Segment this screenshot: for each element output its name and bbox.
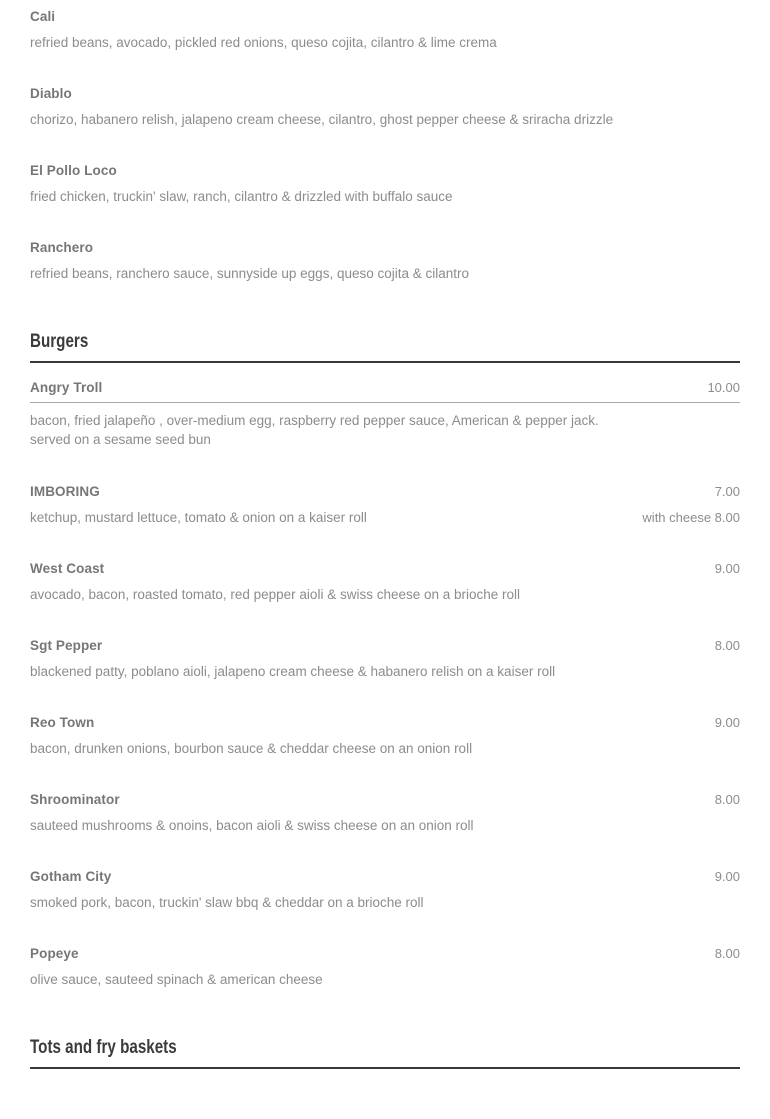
menu-item-reo-town [30, 713, 740, 758]
item-header-row [30, 944, 740, 963]
menu-item-cali [30, 7, 740, 52]
item-name: Popeye [30, 946, 79, 961]
item-price: 8.00 [714, 638, 740, 653]
item-description-row [30, 187, 740, 206]
menu-section-burgers [30, 330, 740, 989]
menu-item-diablo [30, 84, 740, 129]
item-header-row [30, 559, 740, 578]
menu-item-sgt-pepper [30, 636, 740, 681]
item-header-row [30, 713, 740, 732]
item-description-row [30, 411, 740, 449]
menu-item-gotham-city [30, 867, 740, 912]
item-price: 9.00 [714, 561, 740, 576]
item-name: Shroominator [30, 792, 120, 807]
item-description-row [30, 662, 740, 681]
item-description-line1: bacon, fried jalapeño , over-medium egg, raspberry red pepper sauce, American & pepper jack. [30, 413, 599, 428]
item-description-row [30, 739, 740, 758]
item-header-row [30, 867, 740, 886]
item-description-row [30, 816, 740, 835]
menu-section-tots-and-fry-baskets [30, 1036, 740, 1069]
item-description [30, 411, 599, 449]
item-price: 10.00 [707, 380, 740, 395]
item-description-row [30, 508, 740, 527]
item-header-row [30, 84, 740, 103]
price-note: with cheese 8.00 [642, 510, 740, 525]
item-description-line2: served on a sesame seed bun [30, 432, 211, 447]
section-title-text: Burgers [30, 331, 89, 352]
section-title-burgers [30, 330, 740, 363]
menu-section-top [30, 7, 740, 283]
section-title-text: Tots and fry baskets [30, 1037, 177, 1058]
item-description-row [30, 110, 740, 129]
item-header-row [30, 161, 740, 180]
menu-item-imboring [30, 482, 740, 527]
item-description-row [30, 970, 740, 989]
item-name: Diablo [30, 86, 72, 101]
item-price: 7.00 [714, 484, 740, 499]
item-description-row [30, 264, 740, 283]
item-description: chorizo, habanero relish, jalapeno cream cheese, cilantro, ghost pepper cheese & sriracha drizzle [30, 112, 614, 127]
item-header-row [30, 378, 740, 403]
item-description: bacon, drunken onions, bourbon sauce & cheddar cheese on an onion roll [30, 741, 473, 756]
item-name: Gotham City [30, 869, 112, 884]
menu-item-west-coast [30, 559, 740, 604]
item-description-row [30, 33, 740, 52]
item-price: 8.00 [714, 792, 740, 807]
item-description: refried beans, avocado, pickled red onions, queso cojita, cilantro & lime crema [30, 35, 497, 50]
item-name: IMBORING [30, 484, 100, 499]
item-description: ketchup, mustard lettuce, tomato & onion on a kaiser roll [30, 510, 367, 525]
item-description: smoked pork, bacon, truckin' slaw bbq & cheddar on a brioche roll [30, 895, 424, 910]
item-price: 8.00 [714, 946, 740, 961]
item-description: avocado, bacon, roasted tomato, red pepper aioli & swiss cheese on a brioche roll [30, 587, 521, 602]
item-name: El Pollo Loco [30, 163, 117, 178]
menu-item-popeye [30, 944, 740, 989]
item-name: Angry Troll [30, 380, 103, 395]
item-header-row [30, 636, 740, 655]
item-description: refried beans, ranchero sauce, sunnyside up eggs, queso cojita & cilantro [30, 266, 470, 281]
item-price: 9.00 [714, 715, 740, 730]
item-header-row [30, 7, 740, 26]
item-name: Ranchero [30, 240, 94, 255]
item-price: 9.00 [714, 869, 740, 884]
menu-item-ranchero [30, 238, 740, 283]
item-name: Cali [30, 9, 56, 24]
section-title-tots-and-fry-baskets [30, 1036, 740, 1069]
item-description: sauteed mushrooms & onoins, bacon aioli & swiss cheese on an onion roll [30, 818, 474, 833]
item-header-row [30, 238, 740, 257]
menu-item-el-pollo-loco [30, 161, 740, 206]
item-name: West Coast [30, 561, 105, 576]
item-description-row [30, 585, 740, 604]
item-name: Sgt Pepper [30, 638, 103, 653]
item-description: olive sauce, sauteed spinach & american cheese [30, 972, 323, 987]
menu-item-shroominator [30, 790, 740, 835]
item-description: blackened patty, poblano aioli, jalapeno cream cheese & habanero relish on a kaiser roll [30, 664, 556, 679]
item-header-row [30, 790, 740, 809]
item-name: Reo Town [30, 715, 95, 730]
item-description: fried chicken, truckin' slaw, ranch, cilantro & drizzled with buffalo sauce [30, 189, 453, 204]
menu-item-angry-troll [30, 378, 740, 449]
item-header-row [30, 482, 740, 501]
item-description-row [30, 893, 740, 912]
